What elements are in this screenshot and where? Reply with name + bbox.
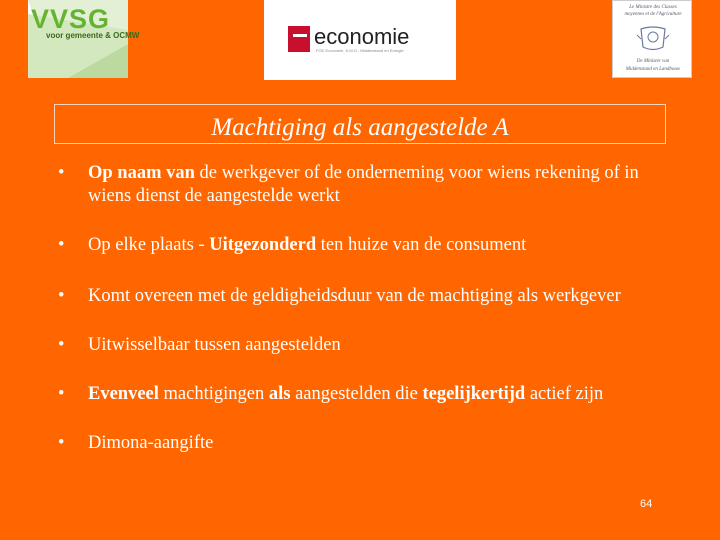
- economie-logo-tagline: FOD Economie, K.M.O., Middenstand en Energie: [316, 48, 404, 53]
- economie-mark-icon: [288, 26, 310, 52]
- bullet-text: de werkgever of de onderneming voor wiens rekening of in wiens dienst de aangestelde werkt: [88, 163, 639, 206]
- ministry-line-4: Middenstand en Landbouw: [625, 67, 681, 72]
- page-number: 64: [640, 498, 653, 510]
- bullet-text-bold: als: [268, 384, 291, 404]
- ministry-line-3: De Minister van: [636, 59, 670, 64]
- bullet-text-bold: Uitgezonderd: [209, 235, 317, 255]
- bullet-text: Komt overeen met de geldigheidsduur van de machtiging als werkgever: [88, 286, 621, 306]
- bullet-item: [58, 432, 668, 455]
- bullet-text: ten huize van de consument: [316, 235, 527, 255]
- vvsg-logo-text: VVSG: [31, 4, 111, 34]
- bullet-text: aangestelden die: [290, 384, 423, 404]
- bullet-text: machtigingen: [158, 384, 269, 404]
- bullet-item: [58, 234, 668, 257]
- coat-of-arms-icon: [635, 25, 671, 53]
- bullet-item: [58, 383, 668, 406]
- bullet-text: actief zijn: [525, 384, 604, 404]
- ministry-logo: [612, 0, 692, 78]
- bullet-text-bold: tegelijkertijd: [422, 384, 526, 404]
- bullet-text-bold: Op naam van: [88, 163, 195, 183]
- ministry-line-2: moyennes et de l'Agriculture: [624, 12, 682, 17]
- bullet-text-bold: Evenveel: [88, 384, 159, 404]
- bullet-text: Op elke plaats -: [88, 235, 210, 255]
- economie-logo: [264, 0, 456, 80]
- bullet-list: [58, 162, 668, 455]
- bullet-item: [58, 285, 668, 308]
- vvsg-logo-tagline: voor gemeente & OCMW: [46, 31, 140, 40]
- bullet-item: [58, 162, 668, 208]
- bullet-text: Uitwisselbaar tussen aangestelden: [88, 335, 341, 355]
- economie-logo-text: economie: [314, 24, 410, 49]
- ministry-line-1: Le Ministre des Classes: [629, 5, 677, 10]
- bullet-item: [58, 334, 668, 357]
- vvsg-logo: [28, 0, 140, 78]
- bullet-text: Dimona-aangifte: [88, 433, 214, 453]
- slide-title: Machtiging als aangestelde A: [54, 104, 666, 144]
